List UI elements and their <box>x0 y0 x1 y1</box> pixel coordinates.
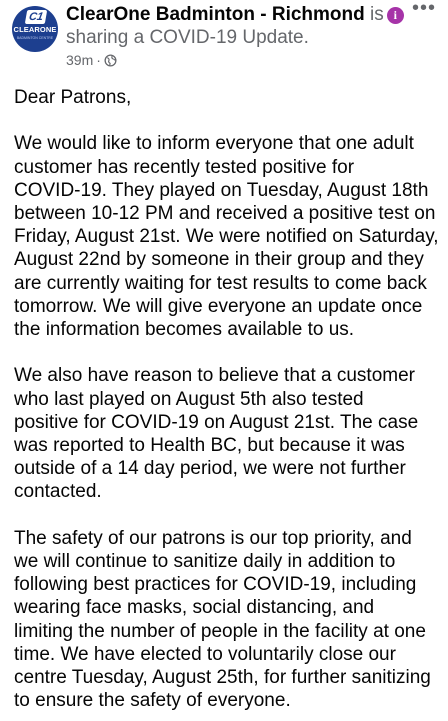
globe-icon[interactable] <box>104 53 117 71</box>
paragraph3-line: limiting the number of people in the facility at one <box>14 620 426 642</box>
paragraph1-line: between 10-12 PM and received a positive test on <box>14 203 436 224</box>
paragraph-spacer <box>14 341 444 364</box>
post-verb-rest: sharing a COVID-19 Update. <box>66 27 309 48</box>
avatar-brand-text: CLEARONE <box>13 25 57 34</box>
paragraph-spacer <box>14 109 444 132</box>
paragraph2-line: contacted. <box>14 481 102 503</box>
paragraph3-line: wearing face masks, social distancing, and <box>14 597 375 619</box>
paragraph2-line: We also have reason to believe that a customer <box>14 365 415 387</box>
paragraph3-line: time. We have elected to voluntarily close our <box>14 643 396 665</box>
paragraph1-line: COVID-19. They played on Tuesday, August 18th <box>14 179 429 201</box>
paragraph3-line: The safety of our patrons is our top priority, and <box>14 527 412 549</box>
greeting: Dear Patrons, <box>14 87 132 108</box>
paragraph2-line: was reported to Health BC, but because it was <box>14 435 405 457</box>
paragraph2-line: positive for COVID-19 on August 21st. The case <box>14 411 419 433</box>
paragraph3-line: following best practices for COVID-19, including <box>14 574 417 596</box>
paragraph1-line: August 22nd by someone in their group and they <box>14 249 424 271</box>
paragraph1-line: customer has recently tested positive for <box>14 156 355 178</box>
page-avatar[interactable] <box>12 6 58 52</box>
paragraph1-line: We would like to inform everyone that one adult <box>14 133 414 155</box>
paragraph1-line: the information becomes available to us. <box>14 319 355 341</box>
paragraph3-line: centre Tuesday, August 25th, for further sanitizing <box>14 667 431 689</box>
post-header <box>0 0 448 80</box>
meta-separator: · <box>96 52 101 68</box>
paragraph3-line: to ensure the safety of everyone. <box>14 690 291 712</box>
paragraph-spacer <box>14 504 444 527</box>
post-timestamp[interactable]: 39m <box>66 52 94 68</box>
paragraph1-line: tomorrow. We will give everyone an update once <box>14 295 423 317</box>
paragraph2-line: outside of a 14 day period, we were not further <box>14 458 406 480</box>
post-verb-lead: is <box>364 4 384 25</box>
paragraph1-line: Friday, August 21st. We were notified on Saturday, <box>14 226 439 248</box>
info-icon[interactable]: i <box>387 7 404 24</box>
paragraph1-line: are currently waiting for test results to come back <box>14 272 427 294</box>
page-name-link[interactable]: ClearOne Badminton - Richmond <box>66 4 365 25</box>
more-horizontal-icon[interactable]: ••• <box>411 0 436 19</box>
clearone-logo-mark: C1 <box>25 10 47 24</box>
post-header-title <box>66 3 396 27</box>
post-body <box>14 86 444 712</box>
avatar-tagline-text: BADMINTON CENTRE <box>16 36 54 40</box>
post-meta <box>66 51 117 71</box>
paragraph3-line: we will continue to sanitize daily in addition to <box>14 551 396 573</box>
paragraph2-line: who last played on August 5th also tested <box>14 388 364 410</box>
